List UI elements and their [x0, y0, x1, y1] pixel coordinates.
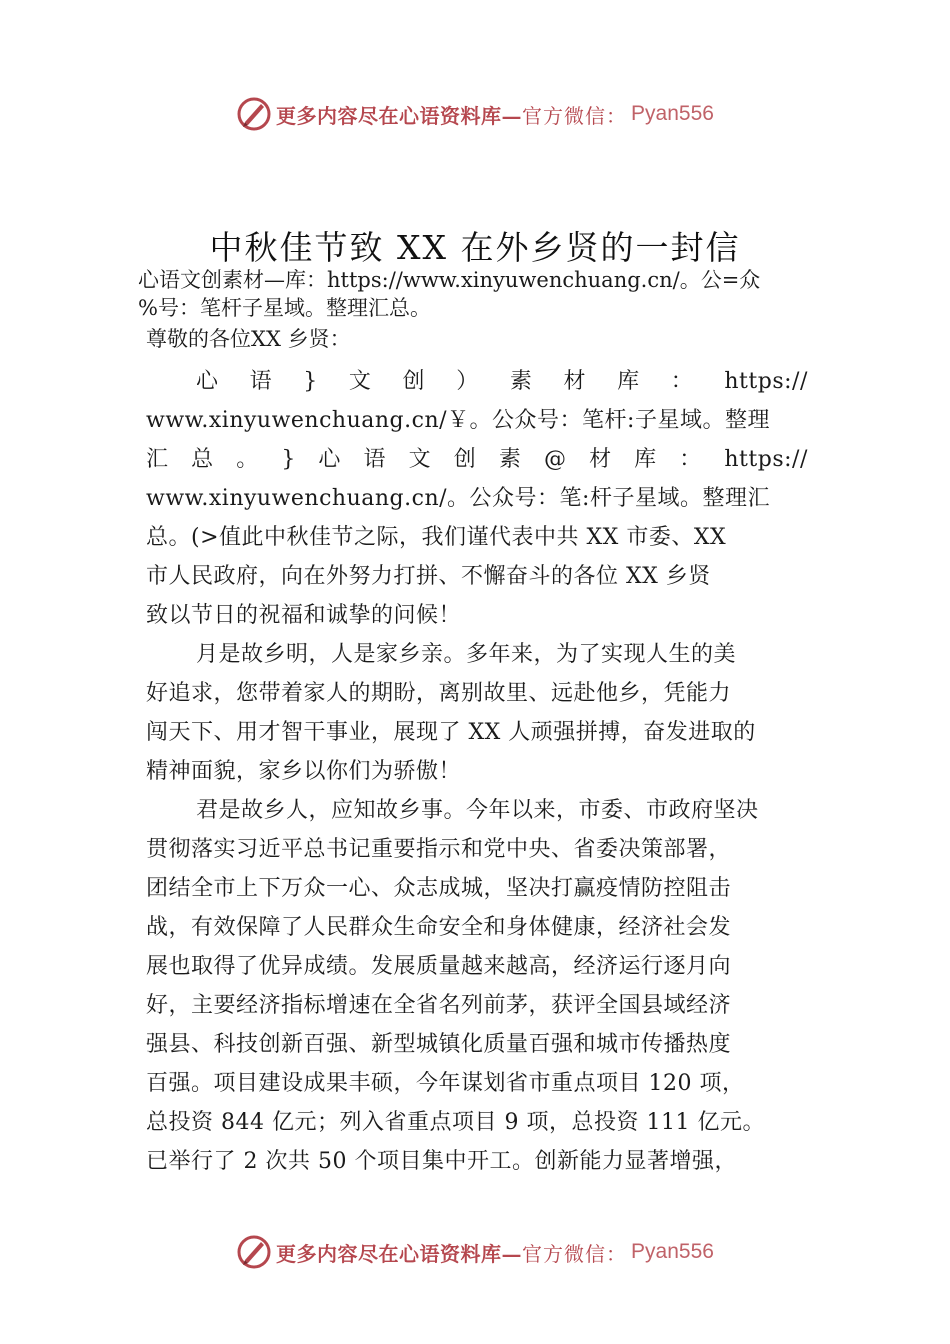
paragraph-2 — [146, 635, 808, 791]
paragraph-3 — [146, 791, 808, 1181]
greeting: 尊敬的各位XX 乡贤： — [146, 327, 351, 351]
footer-watermark-banner — [0, 1230, 950, 1274]
paragraph-line: 汇 总 。 } 心 语 文 创 素 @ 材 库 ： https:// — [146, 447, 808, 472]
paragraph-line: 展也取得了优异成绩。发展质量越来越高，经济运行逐月向 — [146, 954, 732, 979]
paragraph-line: 好追求，您带着家人的期盼，离别故里、远赴他乡，凭能力 — [146, 681, 732, 706]
banner-text: 更多内容尽在心语资料库— — [276, 1241, 523, 1266]
paragraph-line: 君是故乡人，应知故乡事。今年以来，市委、市政府坚决 — [196, 798, 759, 823]
paragraph-line: 致以节日的祝福和诚挚的问候！ — [146, 603, 462, 628]
banner-text: 更多内容尽在心语资料库— — [276, 103, 523, 128]
pen-logo-icon — [236, 1234, 272, 1270]
banner-wechat-label: 官方微信： — [522, 103, 628, 128]
banner-wechat-label: 官方微信： — [522, 1241, 628, 1266]
paragraph-line: 总投资 844 亿元；列入省重点项目 9 项，总投资 111 亿元。 — [146, 1110, 765, 1135]
paragraph-line: 贯彻落实习近平总书记重要指示和党中央、省委决策部署， — [146, 837, 732, 862]
paragraph-line: 已举行了 2 次共 50 个项目集中开工。创新能力显著增强， — [146, 1149, 737, 1174]
paragraph-line: 团结全市上下万众一心、众志成城，坚决打赢疫情防控阻击 — [146, 876, 732, 901]
paragraph-line: 战，有效保障了人民群众生命安全和身体健康，经济社会发 — [146, 915, 732, 940]
banner-wechat-id: Pyan556 — [631, 1240, 714, 1263]
pen-logo-icon — [236, 96, 272, 132]
page-title: 中秋佳节致 XX 在外乡贤的一封信 — [209, 228, 741, 267]
paragraph-line: 精神面貌，家乡以你们为骄傲！ — [146, 759, 462, 784]
letter-body — [146, 362, 808, 1181]
banner-wechat-id: Pyan556 — [631, 102, 714, 125]
paragraph-line: www.xinyuwenchuang.cn/。公众号：笔:杆子星域。整理汇 — [146, 486, 770, 511]
paragraph-line: 闯天下、用才智干事业，展现了 XX 人顽强拼搏，奋发进取的 — [146, 720, 756, 745]
paragraph-line: 市人民政府，向在外努力打拼、不懈奋斗的各位 XX 乡贤 — [146, 564, 711, 589]
paragraph-line: 总。(>值此中秋佳节之际，我们谨代表中共 XX 市委、XX — [146, 525, 727, 550]
paragraph-line: 百强。项目建设成果丰硕，今年谋划省市重点项目 120 项， — [146, 1071, 745, 1096]
paragraph-line: 月是故乡明，人是家乡亲。多年来，为了实现人生的美 — [196, 642, 737, 667]
header-watermark-banner — [0, 92, 950, 136]
paragraph-line: 心 语 } 文 创 ） 素 材 库 ： https:// — [196, 369, 808, 394]
paragraph-line: 好，主要经济指标增速在全省名列前茅，获评全国县域经济 — [146, 993, 732, 1018]
paragraph-1 — [146, 362, 808, 635]
paragraph-line: 强县、科技创新百强、新型城镇化质量百强和城市传播热度 — [146, 1032, 732, 1057]
source-line: %号：笔杆子星域。整理汇总。 — [138, 296, 431, 320]
paragraph-line: www.xinyuwenchuang.cn/￥。公众号：笔杆:子星域。整理 — [146, 408, 770, 433]
source-line: 心语文创素材—库：https://www.xinyuwenchuang.cn/。公=众 — [138, 268, 761, 292]
source-note — [138, 266, 858, 322]
